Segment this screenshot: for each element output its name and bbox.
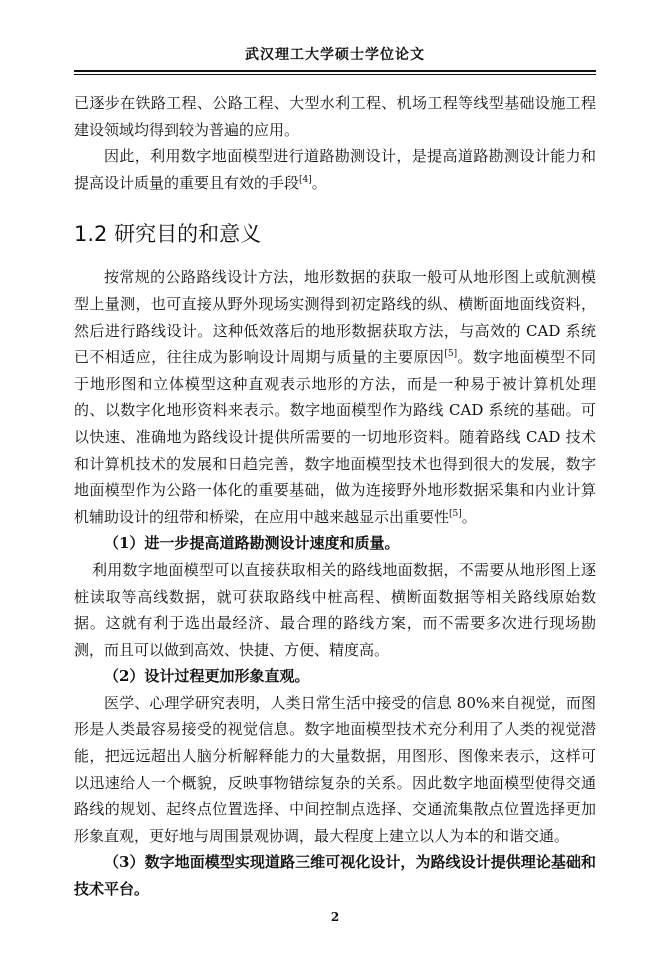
section-heading: 1.2 研究目的和意义: [74, 222, 262, 247]
citation-5b: [5]: [449, 508, 462, 519]
page-number: 2: [330, 910, 340, 924]
citation-4: [4]: [299, 174, 312, 185]
running-header: 武汉理工大学硕士学位论文: [245, 47, 425, 63]
paragraph-continued: 已逐步在铁路工程、公路工程、大型水利工程、机场工程等线型基础设施工程建设领域均得到较为普遍的应用。: [74, 94, 596, 139]
paragraph-main-end: 。: [461, 507, 477, 526]
item-2-heading: （2）设计过程更加形象直观。: [104, 667, 310, 686]
item-1-heading: （1）进一步提高道路勘测设计速度和质量。: [104, 534, 400, 553]
header-rule-thin: [74, 74, 596, 75]
paragraph-main-part2: 。数字地面模型不同于地形图和立体模型这种直观表示地形的方法，而是一种易于被计算机处理的、以数字化地形资料来表示。数字地面模型作为路线 CAD 系统的基础。可以快速、准确地为路线设计提供所需要的一切地形资料。随着路线 CAD 技术和计算机技术的发展和日趋完善，数字地面模型技术也得到很大的发展，数字地面模型作为公路一体化的重要基础，做为连接野外地形数据采集和内业计算机辅助设计的纽带和桥梁，在应用中越来越显示出重要性: [74, 348, 596, 526]
paragraph-conclusion-text: 因此，利用数字地面模型进行道路勘测设计，是提高道路勘测设计能力和提高设计质量的重要且有效的手段: [74, 147, 596, 192]
item-2-body: 医学、心理学研究表明，人类日常生活中接受的信息 80%来自视觉，而图形是人类最容易接受的视觉信息。数字地面模型技术充分利用了人类的视觉潜能，把远远超出人脑分析解释能力的大量数据，用图形、图像来表示，这样可以迅速给人一个概貌，反映事物错综复杂的关系。因此数字地面模型使得交通路线的规划、起终点位置选择、中间控制点选择、交通流集散点位置选择更加形象直观，更好地与周围景观协调，最大程度上建立以人为本的和谐交通。: [74, 693, 596, 845]
page-body: [74, 90, 596, 903]
item-3-heading: （3）数字地面模型实现道路三维可视化设计，为路线设计提供理论基础和技术平台。: [74, 853, 596, 899]
paragraph-main: [74, 264, 596, 530]
citation-5a: [5]: [444, 349, 458, 360]
header-rule-thick: [74, 70, 596, 72]
paragraph-conclusion: 因此，利用数字地面模型进行道路勘测设计，是提高道路勘测设计能力和提高设计质量的重要且有效的手段[4]。: [74, 147, 596, 192]
paragraph-main-part1: 按常规的公路路线设计方法，地形数据的获取一般可从地形图上或航测模型上量测，也可直接从野外现场实测得到初定路线的纵、横断面地面线资料，然后进行路线设计。这种低效落后的地形数据获取方法，与高效的 CAD 系统已不相适应，往往成为影响设计周期与质量的主要原因: [74, 268, 596, 367]
item-1-body: 利用数字地面模型可以直接获取相关的路线地面数据，不需要从地形图上逐桩读取等高线数据，就可获取路线中桩高程、横断面数据等相关路线原始数据。这就有利于选出最经济、最合理的路线方案，而不需要多次进行现场勘测，而且可以做到高效、快捷、方便、精度高。: [74, 560, 596, 659]
